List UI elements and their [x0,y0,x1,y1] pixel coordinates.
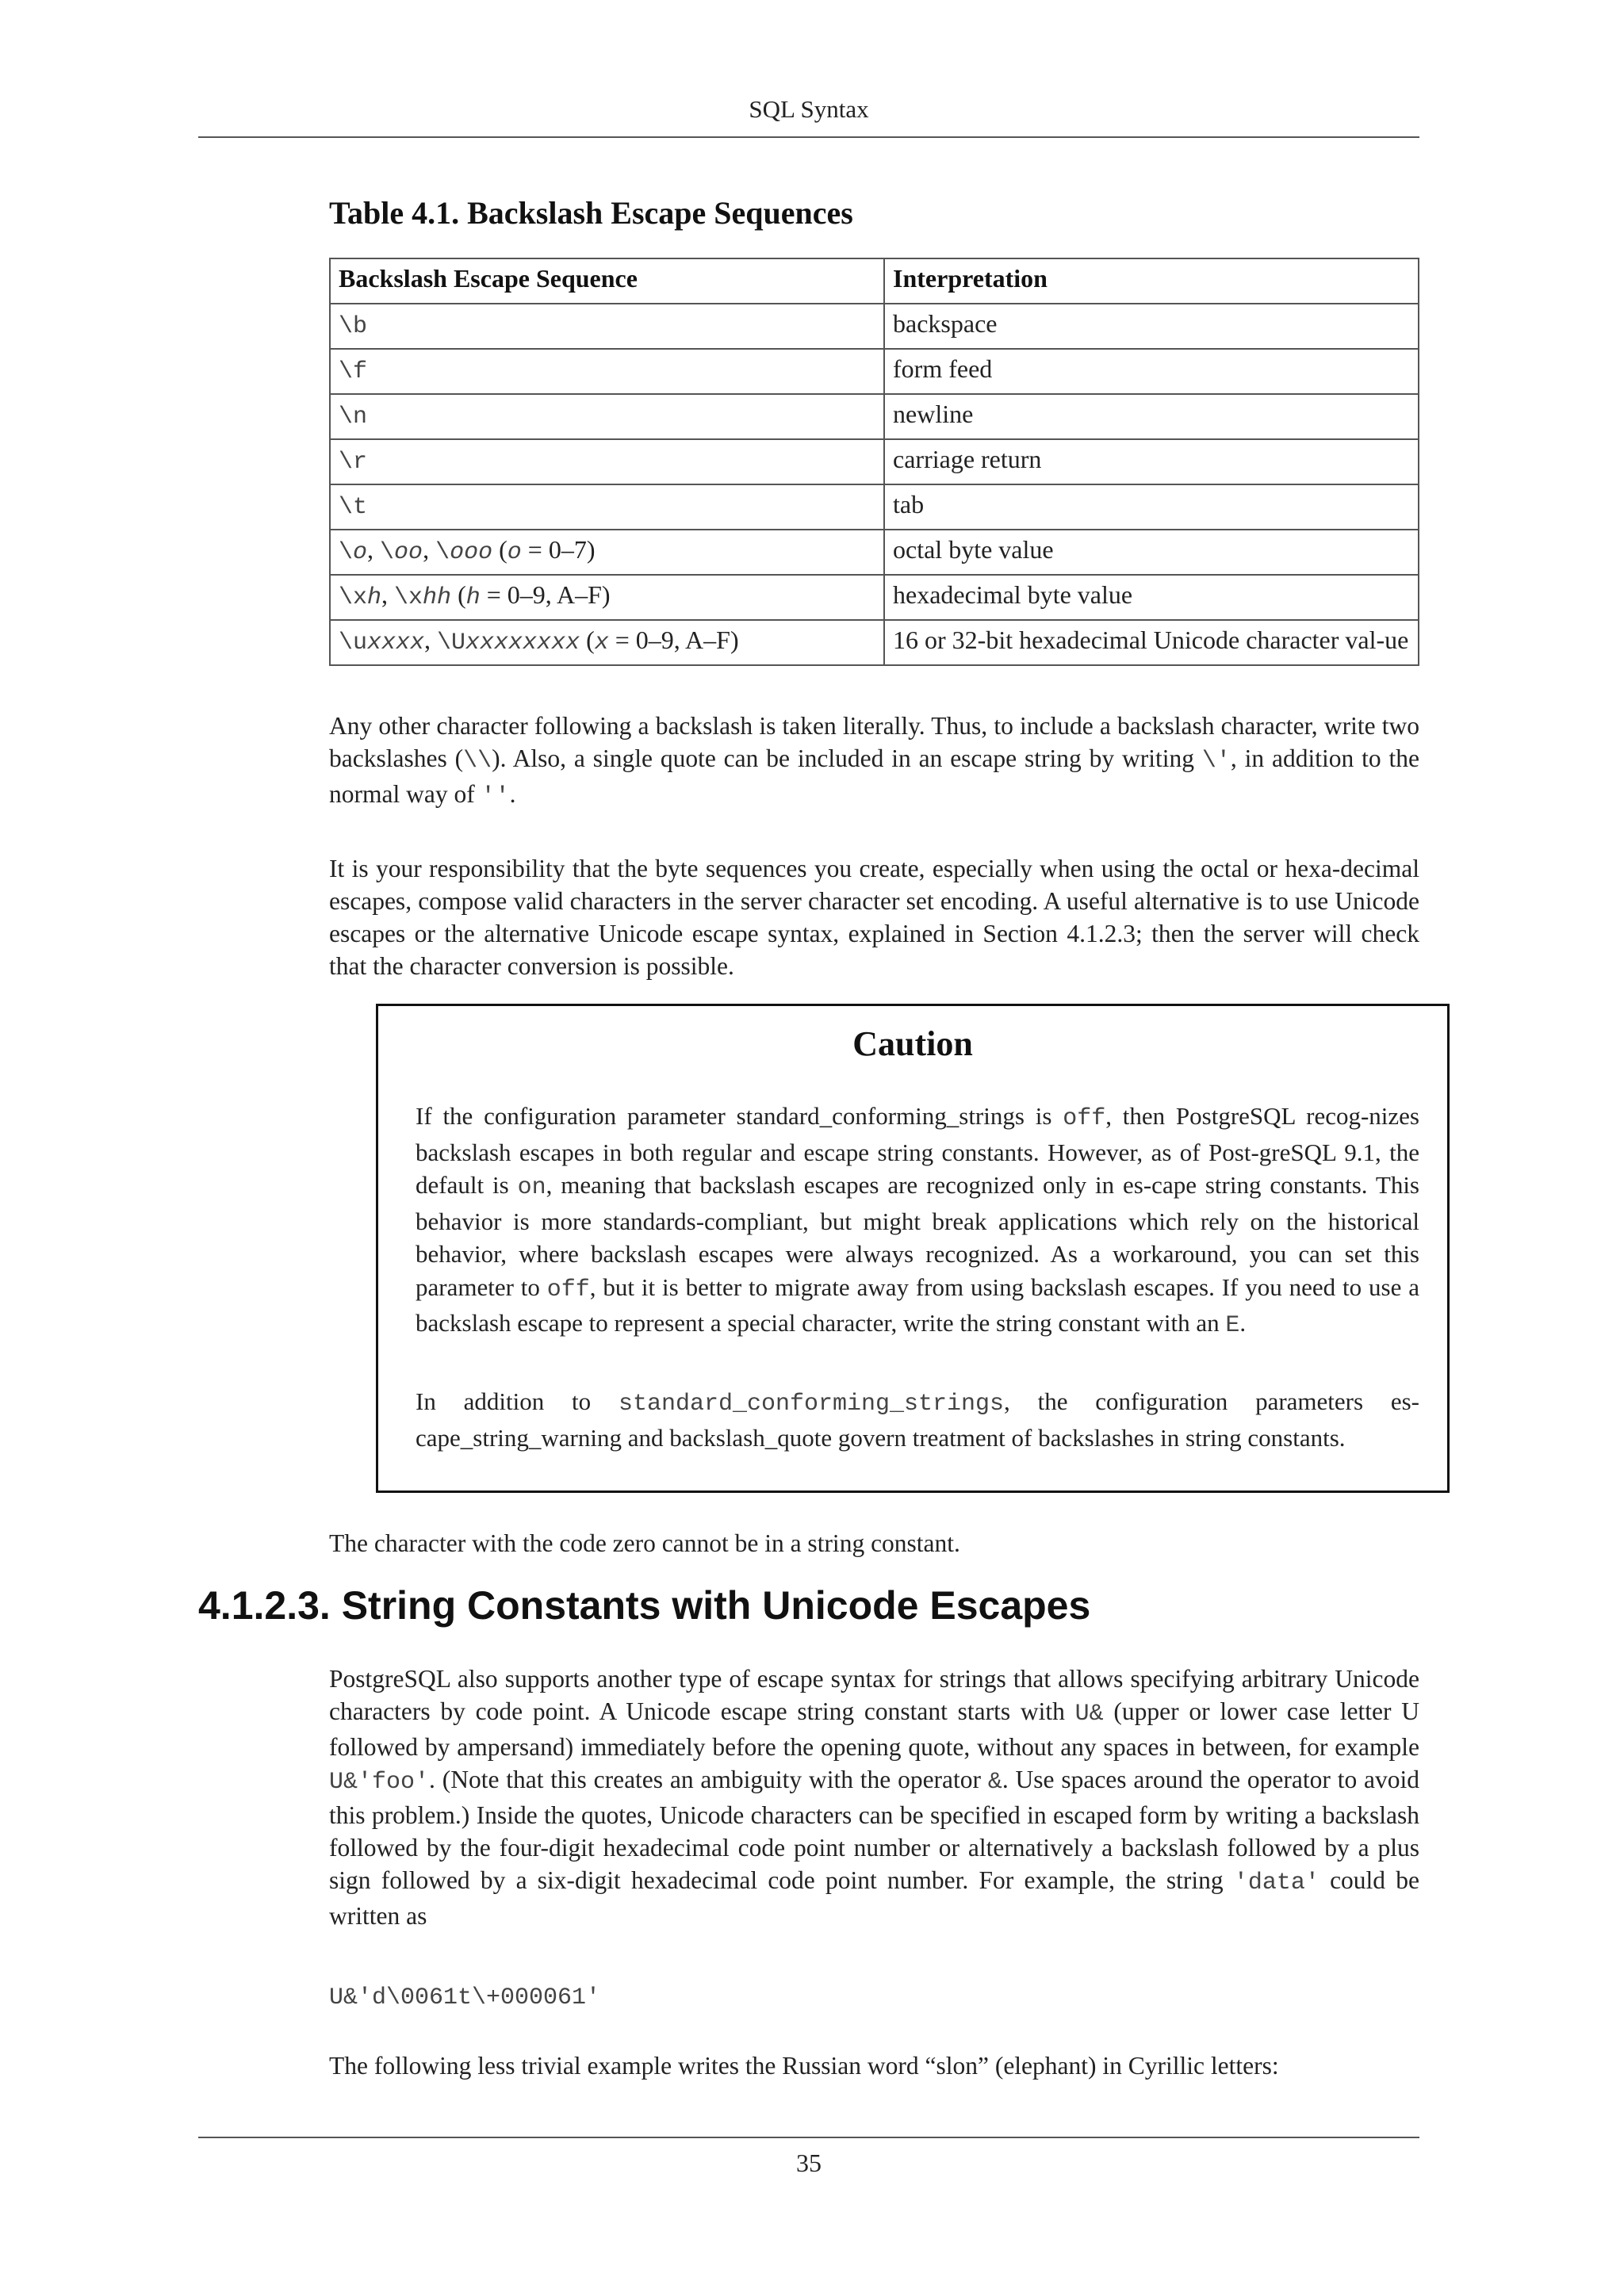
escape-code: \U [437,629,466,656]
text-run: (upper or lower case letter U followed by ampersand) immediately before the opening quote, without any spaces in between, for example [329,1697,1419,1761]
escape-sequence-cell [330,349,884,394]
interpretation-cell: tab [884,484,1419,530]
escape-sequence-cell [330,394,884,439]
text-run: . Use spaces around the operator to avoid this problem.) Inside the quotes, Unicode characters can be specified in escaped form by writing a backslash followed by the four-digit hexadecimal code point number or alternatively a backslash followed by a plus sign followed by a six-digit hexadecimal code point number. For example, the string [329,1766,1419,1894]
paragraph-backslash-literal [329,710,1419,813]
escape-placeholder: xxxx [367,629,425,656]
section-heading: 4.1.2.3. String Constants with Unicode Escapes [198,1583,1091,1628]
text-run: , meaning that backslash escapes are recognized only in es-cape string constants. This behavior is more standards-compliant, but might break applications which rely on the historical behavior, where backslash escapes were always recognized. As a workaround, you can set this parameter to [416,1171,1419,1301]
caution-paragraph [416,1100,1419,1343]
page-number: 35 [796,2149,822,2177]
escape-placeholder: hh [423,584,452,611]
inline-code: & [987,1769,1002,1796]
inline-code: U&'foo' [329,1769,430,1796]
condition-range: = 0–9, A–F) [608,626,739,654]
escape-code: \ [380,539,395,566]
table-row [330,349,1419,394]
text-run: PostgreSQL also supports another type of escape syntax for strings that allows specifying arbitrary Unicode characters by code point. A Unicode escape string constant starts with [329,1665,1419,1725]
escape-code: \u [339,629,368,656]
condition-open: ( [492,535,508,564]
table-row [330,439,1419,484]
interpretation-cell: form feed [884,349,1419,394]
separator: , [423,535,436,564]
condition-variable: h [465,584,481,611]
column-header: Interpretation [884,258,1419,304]
paragraph-zero-code: The character with the code zero cannot be in a string constant. [329,1529,960,1557]
text-run: Any other character following a backslash is taken literally. Thus, to include a backslash character, write two backslashes ( [329,712,1419,772]
text-run: . [509,780,516,808]
escape-code: \x [394,584,423,611]
inline-code: '' [481,783,510,810]
escape-sequence-cell [330,439,884,484]
text-run: . [1239,1309,1247,1337]
inline-code: 'data' [1233,1869,1320,1896]
interpretation-cell: backspace [884,304,1419,349]
escape-code: \n [339,404,368,430]
text-run: could be written as [329,1866,1419,1930]
condition-variable: o [507,539,522,566]
table-row [330,304,1419,349]
separator: , [381,580,395,609]
inline-code: standard_conforming_strings [618,1391,1005,1418]
inline-code: \\ [463,748,492,775]
table-row [330,530,1419,575]
escape-sequence-cell [330,304,884,349]
inline-code: off [546,1276,590,1303]
running-header: SQL Syntax [749,95,869,123]
text-run: , then PostgreSQL recog-nizes backslash escapes in both regular and escape string constants. However, as of Post-greSQL 9.1, the default is [416,1102,1419,1199]
escape-code: \ [435,539,450,566]
condition-variable: x [594,629,609,656]
interpretation-cell: newline [884,394,1419,439]
escape-placeholder: ooo [450,539,493,566]
condition-open: ( [580,626,595,654]
caution-paragraph [416,1385,1419,1454]
text-run: If the configuration parameter standard_conforming_strings is [416,1102,1063,1130]
escape-sequence-cell [330,484,884,530]
header-rule [198,136,1419,138]
escape-code: \t [339,494,368,521]
condition-range: = 0–7) [521,535,596,564]
table-row [330,394,1419,439]
escape-sequence-cell [330,575,884,620]
text-run: ). Also, a single quote can be included in an escape string by writing [492,744,1202,772]
escape-sequence-cell [330,620,884,665]
inline-code: E [1225,1312,1240,1339]
inline-code: \' [1201,748,1231,775]
escape-code: \b [339,313,368,340]
table-row [330,575,1419,620]
inline-code: off [1063,1105,1106,1132]
table-row [330,620,1419,665]
interpretation-cell: hexadecimal byte value [884,575,1419,620]
caution-admonition [376,1004,1450,1493]
escape-sequence-table [329,258,1419,666]
condition-open: ( [451,580,466,609]
table-row [330,484,1419,530]
escape-code: \x [339,584,368,611]
escape-code: \f [339,358,368,385]
inline-code: on [517,1174,546,1201]
escape-placeholder: o [353,539,368,566]
inline-code: U& [1074,1701,1104,1728]
text-run: , in addition to the normal way of [329,744,1419,808]
table-title: Table 4.1. Backslash Escape Sequences [329,195,853,231]
separator: , [367,535,381,564]
escape-code: \ [339,539,354,566]
paragraph-unicode-escapes [329,1663,1419,1932]
text-run: . (Note that this creates an ambiguity with the operator [429,1766,988,1793]
text-run: , but it is better to migrate away from using backslash escapes. If you need to use a backslash escape to represent a special character, write the string constant with an [416,1272,1419,1337]
column-header: Backslash Escape Sequence [330,258,884,304]
interpretation-cell: octal byte value [884,530,1419,575]
code-example: U&'d\0061t\+000061' [329,1984,601,2011]
table-header-row [330,258,1419,304]
escape-placeholder: oo [394,539,423,566]
escape-code: \r [339,449,368,476]
text-run: In addition to [416,1387,619,1415]
escape-sequence-cell [330,530,884,575]
paragraph-byte-sequences: It is your responsibility that the byte sequences you create, especially when using the octal or hexa-decimal escapes, compose valid characters in the server character set encoding. A useful alternative is to use Unicode escapes or the alternative Unicode escape syntax, explained in Section 4.1.2.3; then the server will check that the character conversion is possible. [329,855,1419,980]
escape-placeholder: xxxxxxxx [465,629,580,656]
caution-title: Caution [852,1024,973,1063]
condition-range: = 0–9, A–F) [480,580,611,609]
escape-placeholder: h [367,584,382,611]
footer-rule [198,2137,1419,2138]
text-run: , the configuration parameters es-cape_string_warning and backslash_quote govern treatment of backslashes in string constants. [416,1387,1419,1452]
separator: , [424,626,438,654]
paragraph-cyrillic-example: The following less trivial example writes the Russian word “slon” (elephant) in Cyrillic letters: [329,2052,1279,2080]
interpretation-cell: carriage return [884,439,1419,484]
interpretation-cell: 16 or 32-bit hexadecimal Unicode character val-ue [884,620,1419,665]
